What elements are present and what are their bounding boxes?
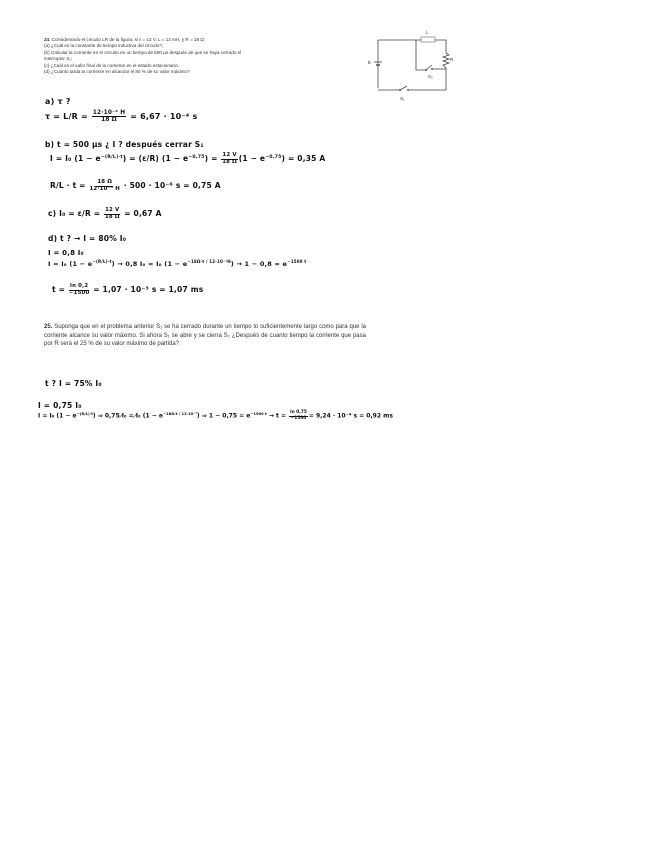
problem-24-intro: Considerando el circuito LR de la figura, si ε = 12 V, L = 12 mH, y R = 18 Ω: <box>51 37 206 42</box>
hw-a-equation <box>45 110 197 123</box>
problem-25-number: 25. <box>44 324 53 330</box>
hw-p25-fraction <box>289 411 308 421</box>
problem-24-question-d: (d) ¿Cuánto tarda la corriente en alcanzar el 80 % de su valor máximo? <box>44 69 190 75</box>
hw-d-equation-2 <box>48 259 306 268</box>
hw-p25-eq2-exp2: −18Ω·t / 12·10⁻³ <box>162 411 197 416</box>
hw-b-eq1-a: I = I₀ (1 − e <box>50 154 101 164</box>
hw-d-eq2-exp3: −1500 t <box>287 259 307 264</box>
hw-b-eq1-result: ) = 0,35 A <box>281 154 326 164</box>
hw-b-num: 12 V <box>222 152 237 158</box>
switch-s2 <box>426 65 432 70</box>
hw-d-eq2-a: I = I₀ (1 − e <box>48 259 93 268</box>
hw-a-num: 12·10⁻³ H <box>92 110 126 116</box>
hw-b-eq1-exp2: −0,75 <box>188 154 205 160</box>
hw-d-eq2-mid: ) → 0,8 I₀ = I₀ (1 − e <box>111 259 188 268</box>
hw-b-eq2-lhs: R/L · t = <box>50 181 86 191</box>
problem-24-number: 24. <box>44 37 51 42</box>
problem-25-text: Suponga que en el problema anterior S₁ se ha cerrado durante un tiempo lo suficientemente largo como para que la corriente alcance su valor máximo. Si ahora S₁ se abre y se cierra S₂ ¿Después de cuanto tiempo la corriente que pasa por R será el 25 % de su valor máximo de partida? <box>44 324 366 348</box>
hw-d-equation-3 <box>52 284 203 296</box>
hw-p25-header: t ? I = 75% I₀ <box>45 379 102 388</box>
hw-d-eq3-lhs: t = <box>52 285 66 295</box>
hw-a-result: = 6,67 · 10⁻⁴ s <box>130 112 198 122</box>
hw-p25-eq2-mid2: ) ⇒ 1 − 0,75 = e <box>196 412 251 420</box>
problem-24-question-b-line2: interruptor S₁; <box>44 56 73 62</box>
hw-b-eq1-exp: −(R/L)·t <box>100 154 123 160</box>
hw-d-eq2-exp2: −18Ω·t / 12·10⁻³H <box>187 259 231 264</box>
hw-b-eq2-fraction <box>89 180 119 192</box>
hw-b-eq1-end: (1 − e <box>238 154 266 164</box>
label-l: L <box>426 30 429 35</box>
hw-c-eq-lhs: c) I₀ = ε/R = <box>48 209 101 219</box>
hw-a-den: 18 Ω <box>101 117 117 124</box>
hw-p25-eq2-arrow: → t = <box>268 412 287 420</box>
top-wire-right <box>435 40 446 53</box>
hw-p25-eq2-exp3: −1500 t <box>250 411 267 416</box>
hw-p25-eq2-a: I = I₀ (1 − e <box>38 412 77 420</box>
label-s1: S₁ <box>400 96 405 101</box>
hw-c-den: 18 Ω <box>104 213 120 220</box>
inner-branch-wire <box>416 40 426 70</box>
problem-24-question-c: (c) ¿Cuál es el valor final de la corriente en el estado estacionario, <box>44 62 179 68</box>
hw-p25-equation-2 <box>38 411 393 421</box>
hw-p25-den: −1500 <box>290 415 307 421</box>
problem-25-statement <box>44 323 366 349</box>
problem-24-question-a: (a) ¿Cuál es la constante de tiempo inductiva del circuito?; <box>44 43 164 49</box>
label-s2: S₂ <box>428 74 433 79</box>
problem-24-question-b-line1: (b) Calcular la corriente en el circuito en un tiempo de 500 μs después de que se haya cerrado el <box>44 49 242 55</box>
right-bottom-wire <box>408 68 446 90</box>
hw-b-eq1-mid: ) = (ε/R) (1 − e <box>122 154 189 164</box>
hw-d-fraction <box>69 284 90 296</box>
hw-b-eq2-result: · 500 · 10⁻⁶ s = 0,75 A <box>123 181 221 191</box>
hw-b-eq2-num: 18 Ω <box>97 179 113 185</box>
hw-p25-result: = 9,24 · 10⁻⁴ s = 0,92 ms <box>308 412 393 420</box>
hw-b-eq1-mid2: ) = <box>204 154 218 164</box>
hw-d-eq2-res: ) → 1 − 0,8 = e <box>230 259 288 268</box>
hw-p25-num: ln 0,75 <box>290 410 307 415</box>
hw-p25-eq2-exp: −(R/L)·t <box>76 411 93 416</box>
hw-b-header: b) t = 500 μs ¿ I ? después cerrar S₁ <box>45 140 204 149</box>
hw-d-equation-1: I = 0,8 I₀ <box>48 249 84 257</box>
hw-a-fraction <box>92 110 126 123</box>
lr-circuit-diagram <box>366 28 456 106</box>
hw-c-result: = 0,67 A <box>124 209 162 219</box>
hw-d-eq2-exp: −(R/L)·t <box>92 259 112 264</box>
hw-d-result: = 1,07 · 10⁻³ s = 1,07 ms <box>93 285 204 295</box>
hw-d-header: d) t ? → I = 80% I₀ <box>48 234 127 243</box>
hw-a-header: a) τ ? <box>45 97 71 106</box>
hw-b-den: 18 Ω <box>222 158 237 165</box>
switch-s1 <box>400 86 407 90</box>
label-e: E <box>368 60 372 65</box>
hw-b-fraction <box>221 153 237 165</box>
hw-b-eq2-den: 12·10⁻³ H <box>89 185 120 192</box>
hw-d-den: −1500 <box>68 289 90 296</box>
hw-b-equation-1 <box>50 153 325 165</box>
inductor-symbol <box>421 37 435 42</box>
hw-p25-eq2-mid: ) ⇒ 0,75 I̸₀ = I̸₀ (1 − e <box>92 412 163 420</box>
problem-24-statement <box>44 37 334 75</box>
hw-a-eq-lhs: τ = L/R = <box>45 112 88 122</box>
hw-p25-equation-1: I = 0,75 I₀ <box>38 401 82 410</box>
label-r: R <box>450 57 454 62</box>
hw-c-fraction <box>104 208 120 220</box>
resistor-symbol <box>443 53 449 68</box>
hw-c-num: 12 V <box>105 207 120 213</box>
hw-b-eq1-exp3: −0,75 <box>265 154 282 160</box>
hw-b-equation-2 <box>50 180 221 192</box>
hw-c-equation <box>48 208 162 220</box>
hw-d-num: ln 0,2 <box>70 283 89 289</box>
